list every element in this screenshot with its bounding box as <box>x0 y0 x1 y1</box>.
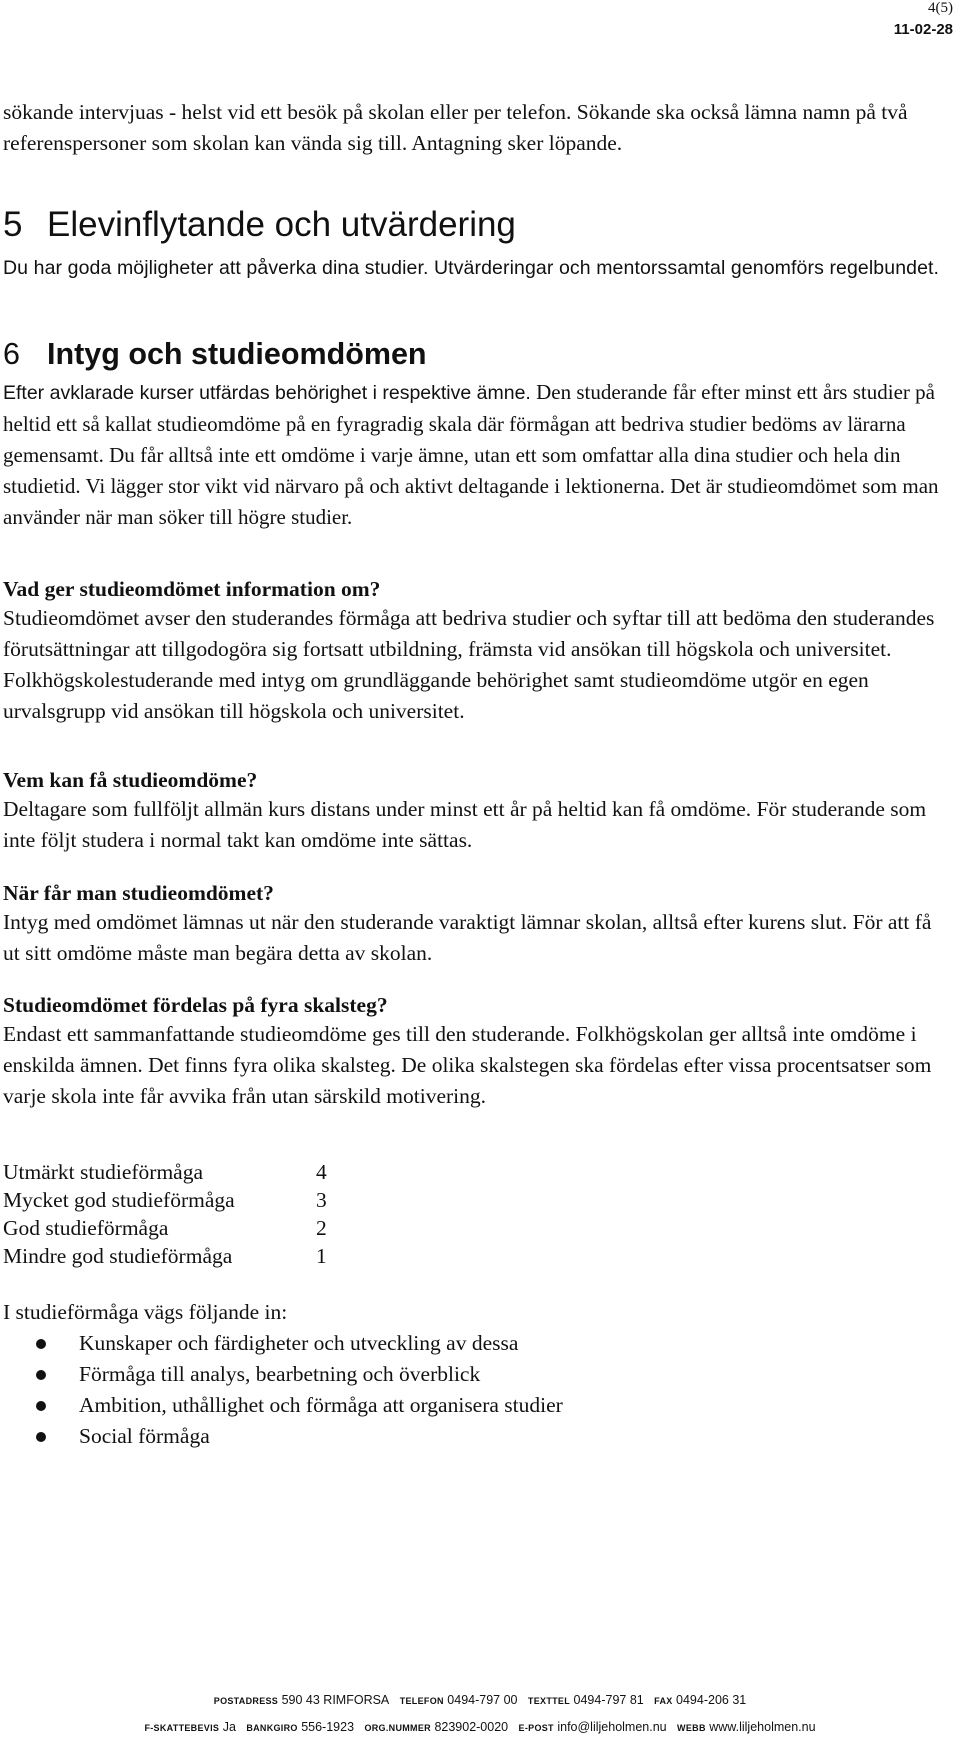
list-item-text: Förmåga till analys, bearbetning och överblick <box>79 1362 481 1386</box>
intro-paragraph: sökande intervjuas - helst vid ett besök på skolan eller per telefon. Sökande ska också lämna namn på två referenspersoner som skolan kan vända sig till. Antagning sker löpande. <box>3 100 908 155</box>
list-item <box>34 1390 934 1421</box>
footer-value: 823902-0020 <box>434 1720 509 1734</box>
question-heading: Vad ger studieomdömet information om? <box>3 577 381 601</box>
footer-value: 0494-797 00 <box>447 1693 518 1707</box>
section-heading-6 <box>3 336 427 372</box>
footer-key: POSTADRESS <box>213 1696 279 1706</box>
bullet-icon <box>36 1370 46 1380</box>
page-number: 4(5) <box>928 0 953 16</box>
scale-row <box>3 1241 403 1272</box>
scale-row <box>3 1185 403 1216</box>
bullet-icon <box>36 1339 46 1349</box>
question-heading: Studieomdömet fördelas på fyra skalsteg? <box>3 993 388 1017</box>
footer-key: TELEFON <box>399 1696 444 1706</box>
criteria-intro: I studieförmåga vägs följande in: <box>3 1300 288 1324</box>
scale-value: 3 <box>316 1188 327 1212</box>
section-6-body: Den studerande får efter minst ett års studier på heltid ett så kallat studieomdöme på en fyragradig skala där förmågan att bedriva studier bedöms av lärarna gemensamt. Du får alltså inte ett omdöme i varje ämne, utan ett som omfattar alla dina studier och hela din studietid. Vi lägger stor vikt vid närvaro på och aktivt deltagande i lektionerna. Det är studieomdömet som man använder när man söker till högre studier. <box>3 380 939 529</box>
list-item-text: Social förmåga <box>79 1424 210 1448</box>
section-6-paragraph <box>3 377 953 533</box>
footer-key: TEXTTEL <box>527 1696 571 1706</box>
section-number: 6 <box>3 337 20 371</box>
section-6-lead: Efter avklarade kurser utfärdas behörighet i respektive ämne. <box>3 382 531 404</box>
footer-value: 556-1923 <box>301 1720 355 1734</box>
criteria-list <box>34 1328 934 1452</box>
scale-row <box>3 1213 403 1244</box>
footer-key: ORG.NUMMER <box>364 1723 431 1733</box>
footer-key: WEBB <box>677 1723 706 1733</box>
footer-key: BANKGIRO <box>246 1723 298 1733</box>
question-heading: När får man studieomdömet? <box>3 881 274 905</box>
list-item <box>34 1359 934 1390</box>
question-heading: Vem kan få studieomdöme? <box>3 768 258 792</box>
section-number: 5 <box>3 205 23 244</box>
footer-value: 0494-206 31 <box>676 1693 747 1707</box>
section-title: Intyg och studieomdömen <box>47 337 427 371</box>
scale-label: Mindre god studieförmåga <box>3 1244 233 1268</box>
scale-value: 4 <box>316 1160 327 1184</box>
answer-paragraph: Endast ett sammanfattande studieomdöme ges till den studerande. Folkhögskolan ger alltså inte omdöme i enskilda ämnen. Det finns fyra olika skalsteg. De olika skalstegen ska fördelas efter vissa procentsatser som varje skola inte får avvika från utan särskild motivering. <box>3 1022 932 1108</box>
footer-line-2 <box>0 1719 960 1736</box>
footer-value: 0494-797 81 <box>573 1693 644 1707</box>
list-item-text: Kunskaper och färdigheter och utveckling av dessa <box>79 1331 519 1355</box>
list-item-text: Ambition, uthållighet och förmåga att organisera studier <box>79 1393 563 1417</box>
footer-value: 590 43 RIMFORSA <box>281 1693 390 1707</box>
document-date: 11-02-28 <box>893 21 953 38</box>
list-item <box>34 1421 934 1452</box>
footer-key: FAX <box>654 1696 673 1706</box>
scale-label: God studieförmåga <box>3 1216 169 1240</box>
answer-paragraph: Studieomdömet avser den studerandes förmåga att bedriva studier och syftar till att bedöma den studerandes förutsättningar att tillgodogöra sig fortsatt utbildning, främsta vid ansökan till högskola och universitet. Folkhögskolestuderande med intyg om grundläggande behörighet samt studieomdöme utgör en egen urvalsgrupp vid ansökan till högskola och universitet. <box>3 606 935 723</box>
scale-row <box>3 1157 403 1188</box>
section-heading-5 <box>3 205 516 245</box>
list-item <box>34 1328 934 1359</box>
bullet-icon <box>36 1432 46 1442</box>
footer-line-1 <box>0 1692 960 1709</box>
scale-label: Utmärkt studieförmåga <box>3 1160 204 1184</box>
scale-value: 1 <box>316 1244 327 1268</box>
email-link[interactable]: info@liljeholmen.nu <box>557 1720 667 1734</box>
scale-value: 2 <box>316 1216 327 1240</box>
answer-paragraph: Intyg med omdömet lämnas ut när den studerande varaktigt lämnar skolan, alltså efter kurens slut. För att få ut sitt omdöme måste man begära detta av skolan. <box>3 910 932 965</box>
answer-paragraph: Deltagare som fullföljt allmän kurs distans under minst ett år på heltid kan få omdöme. För studerande som inte följt studera i normal takt kan omdöme inte sättas. <box>3 797 927 852</box>
footer-value: Ja <box>222 1720 236 1734</box>
website-link[interactable]: www.liljeholmen.nu <box>709 1720 816 1734</box>
footer-key: E-POST <box>518 1723 554 1733</box>
footer-key: F-SKATTEBEVIS <box>144 1723 220 1733</box>
section-5-paragraph: Du har goda möjligheter att påverka dina studier. Utvärderingar och mentorssamtal genomförs regelbundet. <box>3 257 940 279</box>
bullet-icon <box>36 1401 46 1411</box>
scale-label: Mycket god studieförmåga <box>3 1188 235 1212</box>
section-title: Elevinflytande och utvärdering <box>47 205 516 244</box>
